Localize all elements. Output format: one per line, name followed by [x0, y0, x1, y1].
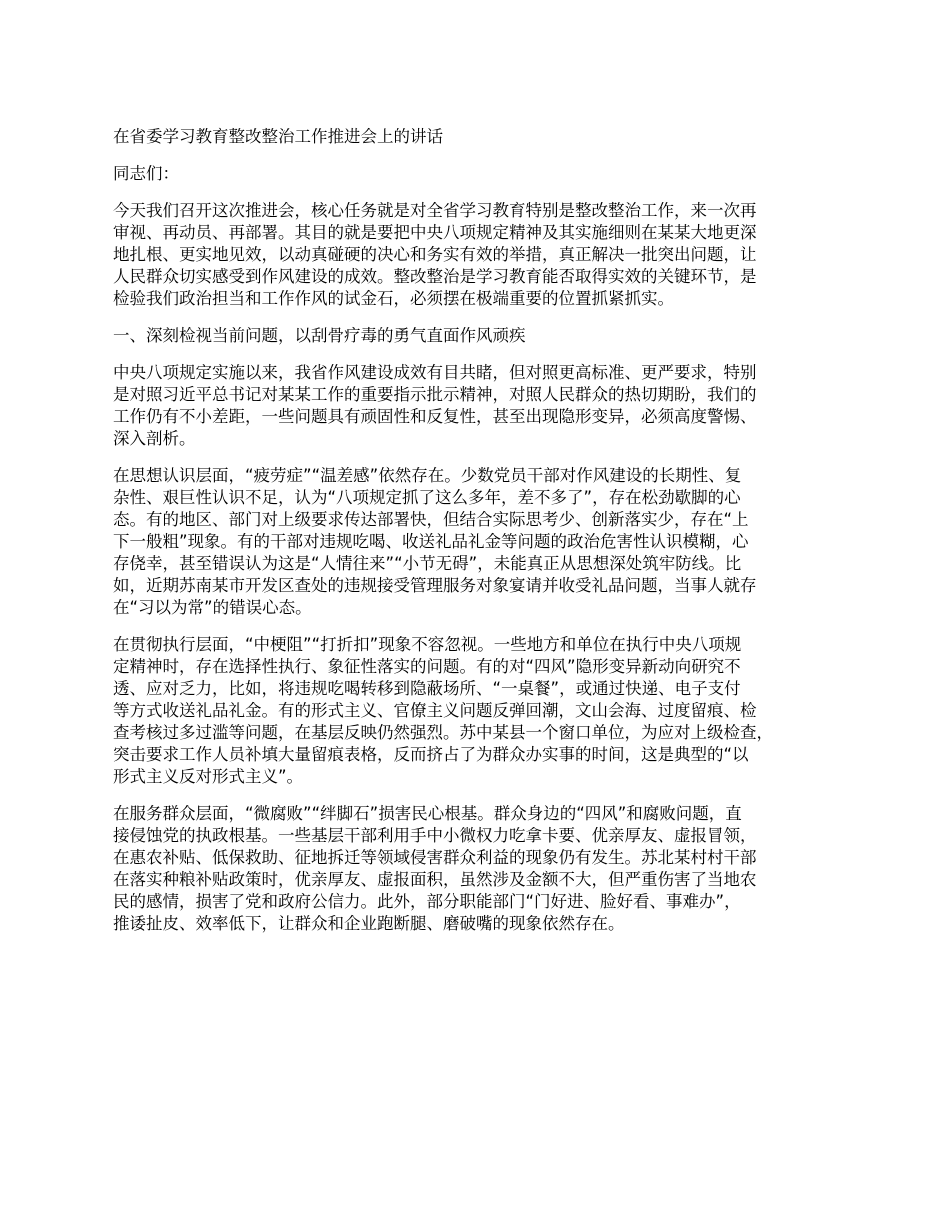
paragraph-line: 中央八项规定实施以来，我省作风建设成效有目共睹，但对照更高标准、更严要求，特别: [113, 363, 757, 382]
paragraph-line: 如，近期苏南某市开发区查处的违规接受管理服务对象宴请并收受礼品问题，当事人就存: [113, 576, 757, 595]
paragraph-line: 今天我们召开这次推进会，核心任务就是对全省学习教育特别是整改整治工作，来一次再: [113, 201, 757, 220]
paragraph-line: 工作仍有不小差距，一些问题具有顽固性和反复性，甚至出现隐形变异，必须高度警惕、: [113, 407, 757, 426]
paragraph-line: 定精神时，存在选择性执行、象征性落实的问题。有的对“四风”隐形变异新动向研究不: [113, 657, 741, 676]
paragraph-line: 地扎根、更实地见效，以动真碰硬的决心和务实有效的举措，真正解决一批突出问题，让: [113, 245, 757, 264]
intro-paragraph: [113, 200, 855, 310]
section1-paragraph-2: [113, 465, 855, 619]
paragraph-line: 接侵蚀党的执政根基。一些基层干部利用手中小微权力吃拿卡要、优亲厚友、虚报冒领，: [113, 826, 757, 845]
paragraph-line: 在“习以为常”的错误心态。: [113, 598, 312, 617]
section1-paragraph-1: [113, 362, 855, 450]
paragraph-line: 查考核过多过滥等问题，在基层反映仍然强烈。苏中某县一个窗口单位，为应对上级检查，: [113, 723, 773, 742]
paragraph-line: 态。有的地区、部门对上级要求传达部署快，但结合实际思考少、创新落实少，存在“上: [113, 510, 749, 529]
paragraph-line: 在服务群众层面，“微腐败”“绊脚石”损害民心根基。群众身边的“四风”和腐败问题，直: [113, 804, 742, 823]
document-title: 在省委学习教育整改整治工作推进会上的讲话: [113, 127, 443, 146]
paragraph-line: 等方式收送礼品礼金。有的形式主义、官僚主义问题反弹回潮，文山会海、过度留痕、检: [113, 701, 757, 720]
paragraph-line: 存侥幸，甚至错误认为这是“人情往来”“小节无碍”，未能真正从思想深处筑牢防线。比: [113, 554, 742, 573]
paragraph-line: 是对照习近平总书记对某某工作的重要指示批示精神，对照人民群众的热切期盼，我们的: [113, 385, 757, 404]
paragraph-line: 民的感情，损害了党和政府公信力。此外，部分职能部门“门好进、脸好看、事难办”，: [113, 892, 741, 911]
paragraph-line: 审视、再动员、再部署。其目的就是要把中央八项规定精神及其实施细则在某某大地更深: [113, 223, 757, 242]
paragraph-line: 在惠农补贴、低保救助、征地拆迁等领域侵害群众利益的现象仍有发生。苏北某村村干部: [113, 848, 757, 867]
paragraph-line: 下一般粗”现象。有的干部对违规吃喝、收送礼品礼金等问题的政治危害性认识模糊，心: [113, 532, 749, 551]
section-heading: 一、深刻检视当前问题，以刮骨疗毒的勇气直面作风顽疾: [113, 326, 526, 345]
paragraph-line: 杂性、艰巨性认识不足，认为“八项规定抓了这么多年，差不多了”，存在松劲歇脚的心: [113, 488, 741, 507]
paragraph-line: 在思想认识层面，“疲劳症”“温差感”依然存在。少数党员干部对作风建设的长期性、复: [113, 466, 742, 485]
section1-paragraph-4: [113, 803, 855, 935]
paragraph-line: 形式主义反对形式主义”。: [113, 767, 304, 786]
document-page: [113, 126, 855, 950]
paragraph-line: 透、应对乏力，比如，将违规吃喝转移到隐蔽场所、“一桌餐”，或通过快递、电子支付: [113, 679, 741, 698]
paragraph-line: 检验我们政治担当和工作作风的试金石，必须摆在极端重要的位置抓紧抓实。: [113, 289, 674, 308]
paragraph-line: 推诿扯皮、效率低下，让群众和企业跑断腿、磨破嘴的现象依然存在。: [113, 914, 625, 933]
paragraph-line: 在落实种粮补贴政策时，优亲厚友、虚报面积，虽然涉及金额不大，但严重伤害了当地农: [113, 870, 757, 889]
salutation: 同志们：: [113, 164, 179, 183]
paragraph-line: 突击要求工作人员补填大量留痕表格，反而挤占了为群众办实事的时间，这是典型的“以: [113, 745, 749, 764]
paragraph-line: 人民群众切实感受到作风建设的成效。整改整治是学习教育能否取得实效的关键环节，是: [113, 267, 757, 286]
paragraph-line: 深入剖析。: [113, 429, 196, 448]
section1-paragraph-3: [113, 634, 855, 788]
paragraph-line: 在贯彻执行层面，“中梗阻”“打折扣”现象不容忽视。一些地方和单位在执行中央八项规: [113, 635, 742, 654]
